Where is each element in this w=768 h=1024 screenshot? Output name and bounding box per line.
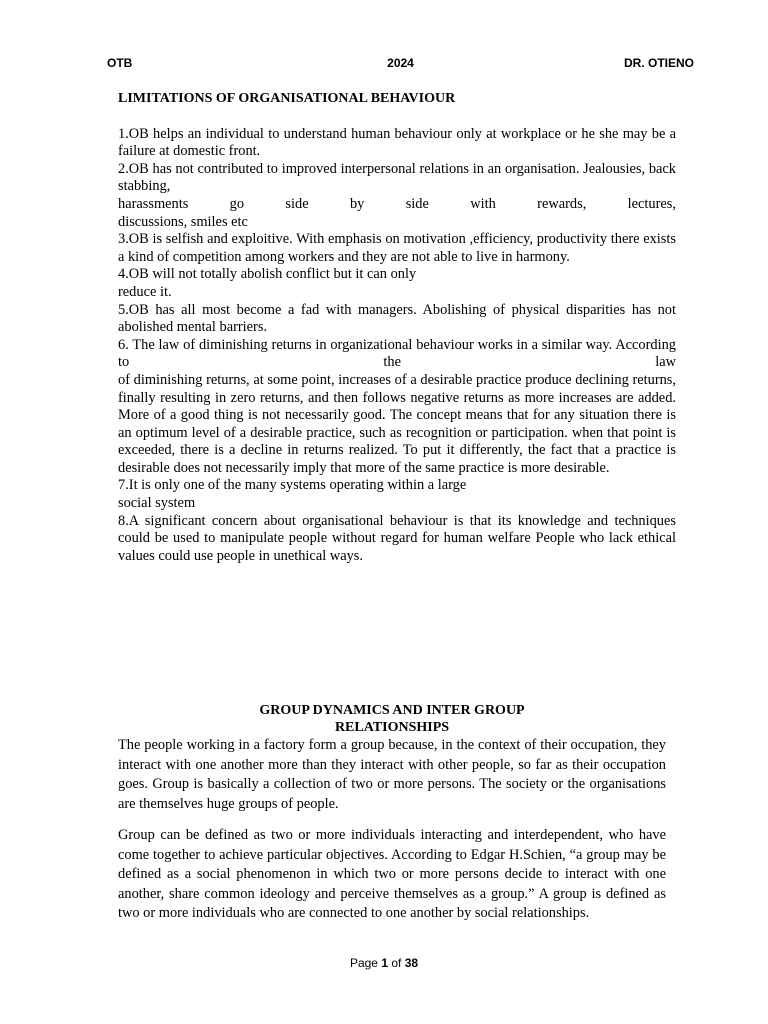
header-author: DR. OTIENO: [623, 56, 694, 70]
paragraph-line: 3.OB is selfish and exploitive. With emphasis on motivation ,efficiency, productivity there exists a kind of competition among workers and they are not able to live in harmony.: [118, 231, 676, 265]
paragraph-line: of diminishing returns, at some point, increases of a desirable practice produce declining returns, finally resulting in zero returns, and then follows negative returns as more increases are added. More of a good thing is not necessarily good. The concept means that for any situation there is an optimum level of a desirable practice, such as recognition or participation. when that point is exceeded, there is a decline in returns realized. To put it differently, the fact that a practice is desirable does not necessarily imply that more of the same practice is more desirable.: [118, 371, 676, 476]
limitations-section: [118, 90, 676, 565]
paragraph-line: 6. The law of diminishing returns in organizational behaviour works in a similar way. According to the law: [118, 336, 676, 371]
group-dynamics-section: [118, 702, 666, 924]
section-title-line-1: GROUP DYNAMICS AND INTER GROUP: [259, 703, 525, 718]
paragraph-line: 7.It is only one of the many systems operating within a large: [118, 477, 467, 494]
footer-page-word: Page: [349, 956, 378, 970]
paragraph-line: 1.OB helps an individual to understand human behaviour only at workplace or he she may be a failure at domestic front.: [118, 125, 676, 160]
paragraph-line: 5.OB has all most become a fad with managers. Abolishing of physical disparities has not abolished mental barriers.: [118, 301, 676, 336]
page-footer: [0, 956, 768, 970]
paragraph-line: discussions, smiles etc: [118, 213, 248, 230]
paragraph-line: reduce it.: [118, 283, 172, 300]
header-year: 2024: [387, 56, 414, 70]
section-title-line-2: RELATIONSHIPS: [334, 720, 450, 735]
paragraph: The people working in a factory form a group because, in the context of their occupation, they interact with one another more than they interact with other people, so far as their occupation goes. Group is basically a collection of two or more persons. The society or the organisations are themselves huge groups of people.: [118, 737, 666, 812]
section-title: [118, 702, 666, 736]
paragraph-line: social system: [118, 495, 196, 512]
page-header: [107, 56, 694, 74]
footer-current-page: 1: [381, 956, 388, 970]
paragraph-line: 8.A significant concern about organisational behaviour is that its knowledge and techniques could be used to manipulate people without regard for human welfare People who lack ethical values could use people in unethical ways.: [118, 512, 676, 564]
paragraph: Group can be defined as two or more individuals interacting and interdependent, who have come together to achieve particular objectives. According to Edgar H.Schien, “a group may be defined as a social phenomenon in which two or more persons decide to interact with one another, share common ideology and perceive themselves as a group.” A group is defined as two or more individuals who are connected to one another by social relationships.: [118, 827, 666, 921]
paragraph-line: 2.OB has not contributed to improved interpersonal relations in an organisation. Jealousies, back stabbing,: [118, 160, 676, 195]
section-title: LIMITATIONS OF ORGANISATIONAL BEHAVIOUR: [118, 91, 456, 106]
footer-of-word: of: [391, 956, 402, 970]
paragraph-line: harassments go side by side with rewards, lectures,: [118, 195, 676, 212]
footer-total-pages: 38: [404, 956, 419, 970]
paragraph-line: 4.OB will not totally abolish conflict but it can only: [118, 266, 417, 283]
header-left: OTB: [107, 56, 133, 70]
